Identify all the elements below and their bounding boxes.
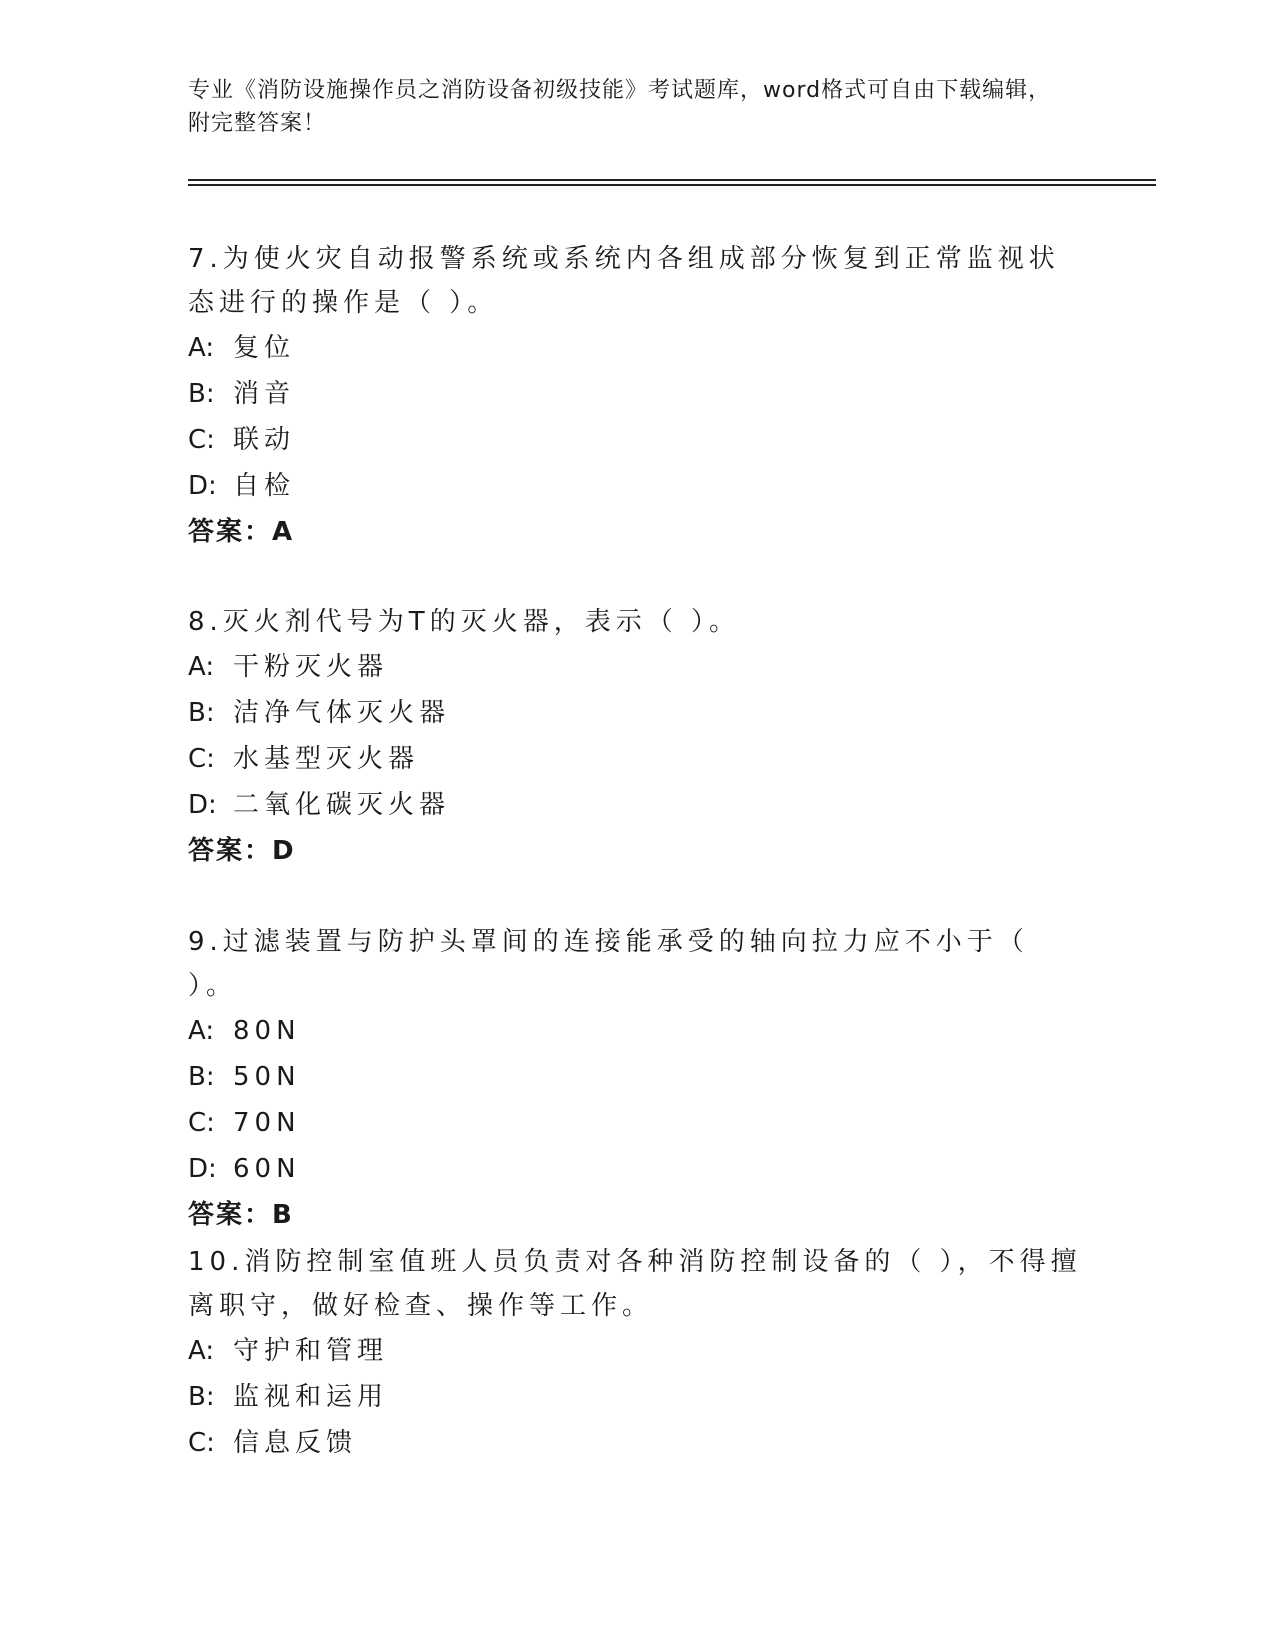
option-key: A: [188,1016,215,1046]
question-stem: 9.过滤装置与防护头罩间的连接能承受的轴向拉力应不小于（ ）。 [188,927,1029,1001]
option-a [188,325,1088,371]
option-d [188,782,1088,828]
answer-label: 答案：D [188,836,296,866]
question-9 [188,920,1088,1238]
option-b [188,371,1088,417]
question-8 [188,600,1088,874]
option-d [188,1146,1088,1192]
option-text: 复位 [233,333,296,363]
answer-label: 答案：B [188,1200,294,1230]
option-text: 消音 [233,379,296,409]
option-key: D: [188,790,217,820]
option-text: 干粉灭火器 [233,652,389,682]
option-key: D: [188,1154,217,1184]
option-text: 自检 [233,471,296,501]
option-text: 联动 [233,425,296,455]
option-c [188,1100,1088,1146]
option-key: B: [188,1062,215,1092]
option-text: 洁净气体灭火器 [233,698,451,728]
option-a [188,644,1088,690]
option-text: 80N [233,1016,301,1046]
option-key: A: [188,333,215,363]
question-stem: 7.为使火灾自动报警系统或系统内各组成部分恢复到正常监视状态进行的操作是（ ）。 [188,244,1060,318]
option-key: A: [188,1336,215,1366]
option-d [188,463,1088,509]
header-divider-bottom [188,184,1156,186]
option-c [188,417,1088,463]
option-c [188,1420,1088,1466]
question-7 [188,237,1088,555]
option-key: B: [188,379,215,409]
option-key: D: [188,471,217,501]
header-divider-top [188,179,1156,181]
answer-label: 答案：A [188,517,295,547]
header-text: 专业《消防设施操作员之消防设备初级技能》考试题库，word格式可自由下载编辑，附完整答案！ [188,78,1052,136]
option-b [188,1374,1088,1420]
option-b [188,1054,1088,1100]
option-text: 60N [233,1154,301,1184]
option-text: 二氧化碳灭火器 [233,790,451,820]
option-text: 50N [233,1062,301,1092]
option-key: C: [188,744,215,774]
option-b [188,690,1088,736]
option-a [188,1328,1088,1374]
option-key: C: [188,1108,215,1138]
option-text: 监视和运用 [233,1382,389,1412]
question-10 [188,1240,1088,1466]
option-text: 信息反馈 [233,1428,358,1458]
option-text: 守护和管理 [233,1336,389,1366]
option-text: 水基型灭火器 [233,744,420,774]
question-stem: 10.消防控制室值班人员负责对各种消防控制设备的（ ），不得擅离职守，做好检查、操作等工作。 [188,1247,1082,1321]
option-text: 70N [233,1108,301,1138]
question-stem: 8.灭火剂代号为T的灭火器，表示（ ）。 [188,607,740,637]
option-key: C: [188,1428,215,1458]
option-key: B: [188,698,215,728]
option-a [188,1008,1088,1054]
option-key: C: [188,425,215,455]
option-c [188,736,1088,782]
option-key: A: [188,652,215,682]
option-key: B: [188,1382,215,1412]
